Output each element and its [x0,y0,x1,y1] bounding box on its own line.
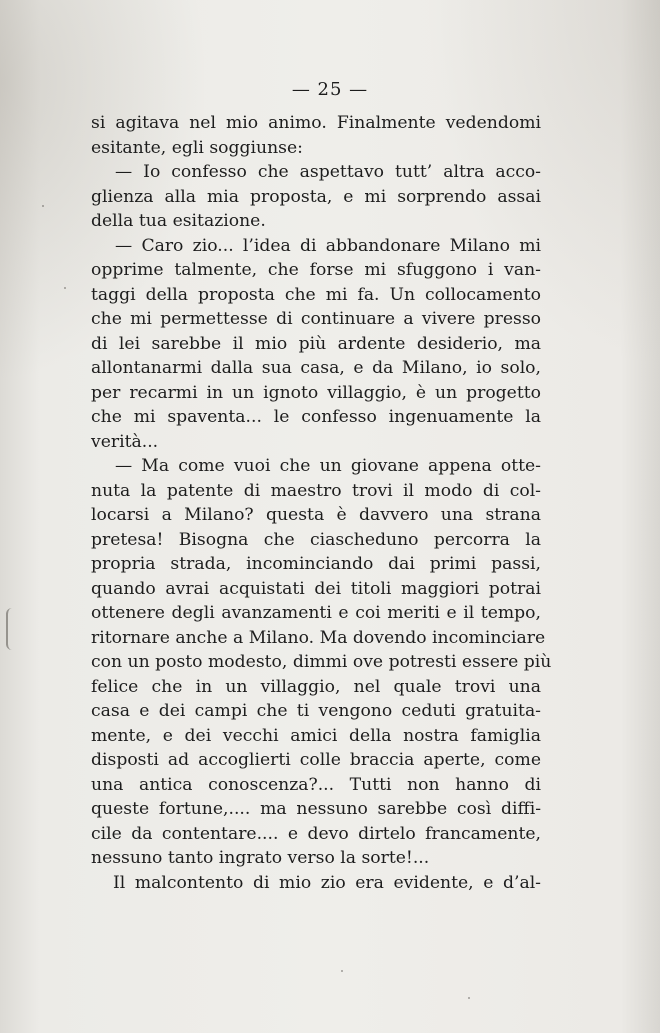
paper-speck [42,205,44,207]
body-text [91,111,552,895]
paper-speck [64,287,66,289]
text-line-15: — Ma come vuoi che un giovane appena otte- [115,456,541,476]
text-line-14: verità... [91,431,159,452]
text-line-19: propria strada, incominciando dai primi passi, [91,554,541,574]
text-line-27: disposti ad accoglierti colle braccia aperte, come [91,750,541,770]
text-line-4: glienza alla mia proposta, e mi sorprendo assai [91,186,541,207]
text-line-23: con un posto modesto, dimmi ove potresti essere più [91,652,552,672]
text-line-25: casa e dei campi che ti vengono ceduti gratuita- [91,701,541,721]
text-line-11: allontanarmi dalla sua casa, e da Milano, io solo, [91,358,541,378]
text-line-32: Il malcontento di mio zio era evidente, e d’al- [113,872,541,893]
text-line-5: della tua esitazione. [91,211,266,231]
text-line-20: quando avrai acquistati dei titoli maggiori potrai [91,578,541,599]
text-line-28: una antica conoscenza?... Tutti non hanno di [91,774,541,795]
text-line-7: opprime talmente, che forse mi sfuggono i van- [91,260,541,280]
text-line-17: locarsi a Milano? questa è davvero una strana [91,505,541,525]
paper-speck [341,970,343,972]
text-line-22: ritornare anche a Milano. Ma dovendo incominciare [91,627,546,648]
text-line-2: esitante, egli soggiunse: [91,137,303,158]
text-line-12: per recarmi in un ignoto villaggio, è un progetto [91,382,541,403]
text-line-30: cile da contentare.... e devo dirtelo francamente, [91,823,541,844]
text-line-31: nessuno tanto ingrato verso la sorte!... [91,848,430,868]
text-line-10: di lei sarebbe il mio più ardente desiderio, ma [91,333,541,354]
text-line-1: si agitava nel mio animo. Finalmente vedendomi [91,113,541,133]
text-line-9: che mi permettesse di continuare a vivere presso [91,309,541,329]
text-line-24: felice che in un villaggio, nel quale trovi una [91,676,541,697]
text-line-26: mente, e dei vecchi amici della nostra famiglia [91,725,541,746]
text-line-16: nuta la patente di maestro trovi il modo di col- [91,480,541,501]
binding-shadow [6,608,18,650]
text-line-3: — Io confesso che aspettavo tutt’ altra acco- [115,162,541,182]
text-line-21: ottenere degli avanzamenti e coi meriti e il tempo, [91,603,541,623]
text-line-13: che mi spaventa... le confesso ingenuamente la [91,407,541,427]
page-number: — 25 — [291,79,369,100]
text-line-8: taggi della proposta che mi fa. Un collocamento [91,284,541,305]
text-line-18: pretesa! Bisogna che ciascheduno percorra la [91,529,541,550]
text-line-29: queste fortune,.... ma nessuno sarebbe così diffi- [91,799,541,819]
paper-speck [468,997,470,999]
text-line-6: — Caro zio... l’idea di abbandonare Milano mi [115,235,541,256]
